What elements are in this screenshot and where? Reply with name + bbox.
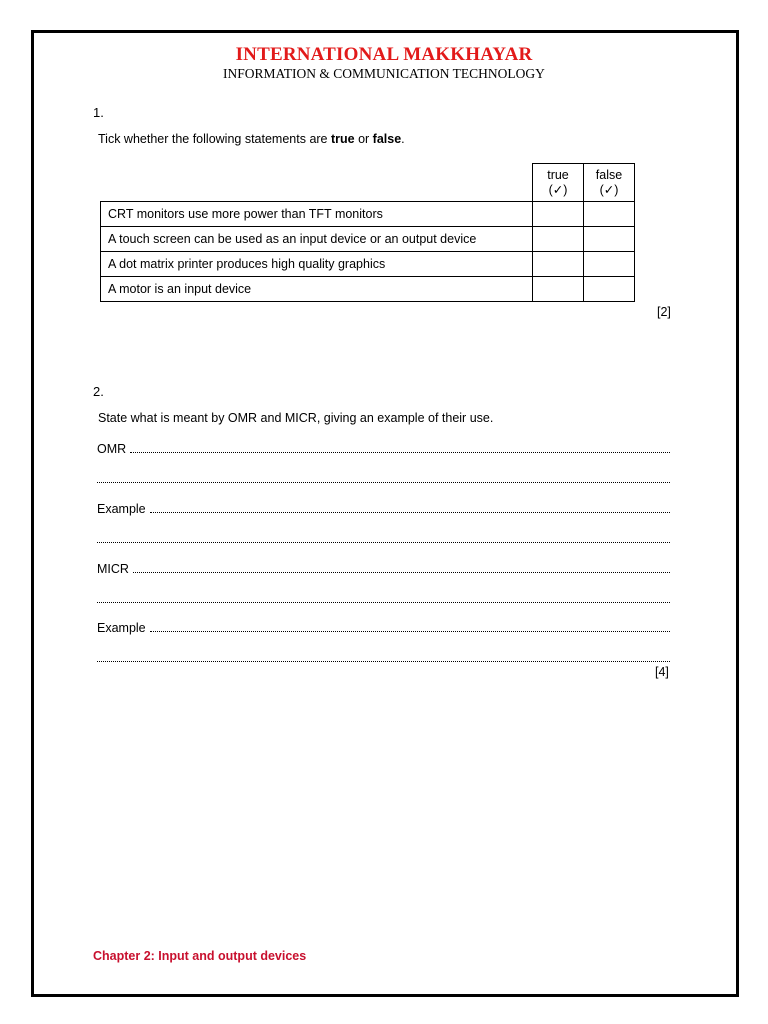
example-2-answer-line-2[interactable] (97, 649, 670, 665)
instruction-or: or (354, 132, 373, 146)
dotted-line (150, 512, 670, 513)
dotted-line (97, 602, 670, 603)
false-checkbox[interactable] (584, 277, 635, 302)
dotted-line (130, 452, 670, 453)
statement-text: A touch screen can be used as an input device or an output device (101, 227, 533, 252)
true-checkbox[interactable] (533, 252, 584, 277)
chapter-footer: Chapter 2: Input and output devices (93, 949, 307, 963)
table-row (101, 277, 635, 302)
micr-answer-line-2[interactable] (97, 590, 670, 606)
column-true-tick: (✓) (548, 182, 568, 197)
micr-answer-line[interactable] (97, 560, 670, 576)
true-checkbox[interactable] (533, 227, 584, 252)
question-2-marks: [4] (655, 665, 669, 679)
question-1-number: 1. (93, 105, 104, 120)
page-title: INTERNATIONAL MAKKHAYAR (235, 44, 533, 65)
example-1-answer-line-2[interactable] (97, 530, 670, 546)
false-checkbox[interactable] (584, 227, 635, 252)
omr-label: OMR (97, 442, 127, 456)
question-1-marks: [2] (657, 305, 671, 319)
false-checkbox[interactable] (584, 252, 635, 277)
statement-text: A motor is an input device (101, 277, 533, 302)
instruction-true: true (330, 132, 355, 146)
example-1-label: Example (97, 502, 146, 516)
example-2-label: Example (97, 621, 146, 635)
example-2-answer-line[interactable] (97, 619, 670, 635)
statement-text: CRT monitors use more power than TFT monitors (101, 202, 533, 227)
table-header-row (101, 164, 635, 202)
omr-answer-line[interactable] (97, 440, 670, 456)
column-false-tick: (✓) (599, 182, 619, 197)
page-subtitle: INFORMATION & COMMUNICATION TECHNOLOGY (223, 66, 545, 81)
table-header-blank (101, 164, 533, 202)
true-false-table (100, 163, 635, 302)
true-checkbox[interactable] (533, 277, 584, 302)
dotted-line (97, 542, 670, 543)
question-2-prompt: State what is meant by OMR and MICR, giving an example of their use. (98, 411, 494, 425)
table-row (101, 252, 635, 277)
instruction-prefix: Tick whether the following statements are (98, 132, 331, 146)
dotted-line (133, 572, 670, 573)
question-2-number: 2. (93, 384, 104, 399)
table-row (101, 202, 635, 227)
dotted-line (97, 482, 670, 483)
question-1-instruction (98, 132, 405, 146)
column-false-label: false (595, 167, 623, 182)
true-checkbox[interactable] (533, 202, 584, 227)
instruction-false: false (372, 132, 402, 146)
false-checkbox[interactable] (584, 202, 635, 227)
column-header-true (533, 164, 584, 202)
dotted-line (97, 661, 670, 662)
statement-text: A dot matrix printer produces high quality graphics (101, 252, 533, 277)
column-header-false (584, 164, 635, 202)
instruction-suffix: . (401, 132, 405, 146)
omr-answer-line-2[interactable] (97, 470, 670, 486)
table-row (101, 227, 635, 252)
dotted-line (150, 631, 670, 632)
micr-label: MICR (97, 562, 129, 576)
example-1-answer-line[interactable] (97, 500, 670, 516)
column-true-label: true (547, 167, 569, 182)
